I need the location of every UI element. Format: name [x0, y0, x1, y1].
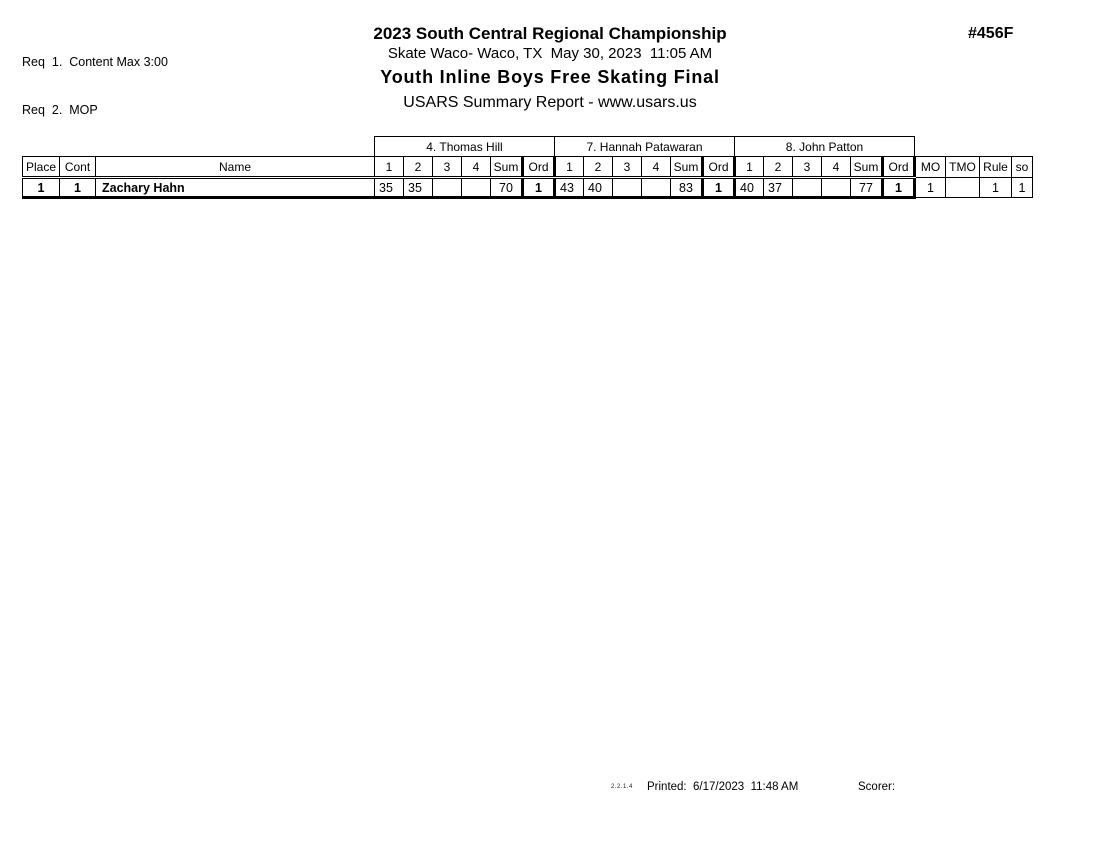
cell-j3-s4: [822, 178, 851, 198]
cell-j3-s3: [793, 178, 822, 198]
header-name: Name: [96, 157, 375, 178]
header-mo: MO: [915, 157, 946, 178]
header-j2-2: 2: [584, 157, 613, 178]
req-line-1: Req 1. Content Max 3:00: [22, 55, 168, 69]
cell-place: 1: [23, 178, 60, 198]
event-title: Youth Inline Boys Free Skating Final: [380, 67, 720, 87]
header-j1-4: 4: [462, 157, 491, 178]
cell-j2-s2: 40: [584, 178, 613, 198]
header-so: so: [1012, 157, 1033, 178]
cell-tmo: [946, 178, 980, 198]
header-j3-ord: Ord: [883, 157, 915, 178]
results-table: [22, 136, 1033, 199]
venue-date-line: Skate Waco- Waco, TX May 30, 2023 11:05 AM: [387, 45, 713, 62]
championship-title: 2023 South Central Regional Championship: [373, 24, 727, 43]
result-row: [23, 178, 1033, 198]
req-line-2: Req 2. MOP: [22, 103, 98, 117]
cell-so: 1: [1012, 178, 1033, 198]
report-subtitle: USARS Summary Report - www.usars.us: [403, 94, 697, 111]
header-j3-1: 1: [735, 157, 764, 178]
header-j2-3: 3: [613, 157, 642, 178]
judge-1-name: 4. Thomas Hill: [375, 137, 555, 157]
event-number: #456F: [968, 25, 1014, 42]
cell-j3-s1: 40: [735, 178, 764, 198]
header-j3-2: 2: [764, 157, 793, 178]
header-j2-ord: Ord: [703, 157, 735, 178]
cell-j2-sum: 83: [671, 178, 703, 198]
banner-spacer-left: [23, 137, 375, 157]
header-j1-2: 2: [404, 157, 433, 178]
header-j1-sum: Sum: [491, 157, 523, 178]
header-cont: Cont: [60, 157, 96, 178]
header-j3-4: 4: [822, 157, 851, 178]
judge-banner-row: [23, 137, 1033, 157]
cell-j3-s2: 37: [764, 178, 793, 198]
header-j1-1: 1: [375, 157, 404, 178]
cell-j1-s1: 35: [375, 178, 404, 198]
cell-rule: 1: [980, 178, 1012, 198]
cell-j2-s4: [642, 178, 671, 198]
header-j2-1: 1: [555, 157, 584, 178]
header-j3-3: 3: [793, 157, 822, 178]
cell-cont: 1: [60, 178, 96, 198]
cell-j3-sum: 77: [851, 178, 883, 198]
printed-timestamp: Printed: 6/17/2023 11:48 AM: [647, 781, 799, 793]
header-j2-4: 4: [642, 157, 671, 178]
cell-j1-sum: 70: [491, 178, 523, 198]
column-header-row: [23, 157, 1033, 178]
scorer-label: Scorer:: [858, 781, 896, 793]
header-rule: Rule: [980, 157, 1012, 178]
header-j1-3: 3: [433, 157, 462, 178]
report-version: 2.2.1.4: [611, 784, 633, 790]
cell-skater-name: Zachary Hahn: [96, 178, 375, 198]
cell-j1-ord: 1: [523, 178, 555, 198]
cell-j2-s3: [613, 178, 642, 198]
title-block: [0, 23, 1100, 113]
cell-j2-s1: 43: [555, 178, 584, 198]
header-j1-ord: Ord: [523, 157, 555, 178]
cell-j1-s3: [433, 178, 462, 198]
cell-j1-s2: 35: [404, 178, 433, 198]
header-j3-sum: Sum: [851, 157, 883, 178]
cell-j2-ord: 1: [703, 178, 735, 198]
judge-2-name: 7. Hannah Patawaran: [555, 137, 735, 157]
judge-3-name: 8. John Patton: [735, 137, 915, 157]
cell-mo: 1: [915, 178, 946, 198]
cell-j1-s4: [462, 178, 491, 198]
banner-spacer-right: [915, 137, 1033, 157]
header-j2-sum: Sum: [671, 157, 703, 178]
cell-j3-ord: 1: [883, 178, 915, 198]
header-tmo: TMO: [946, 157, 980, 178]
header-place: Place: [23, 157, 60, 178]
